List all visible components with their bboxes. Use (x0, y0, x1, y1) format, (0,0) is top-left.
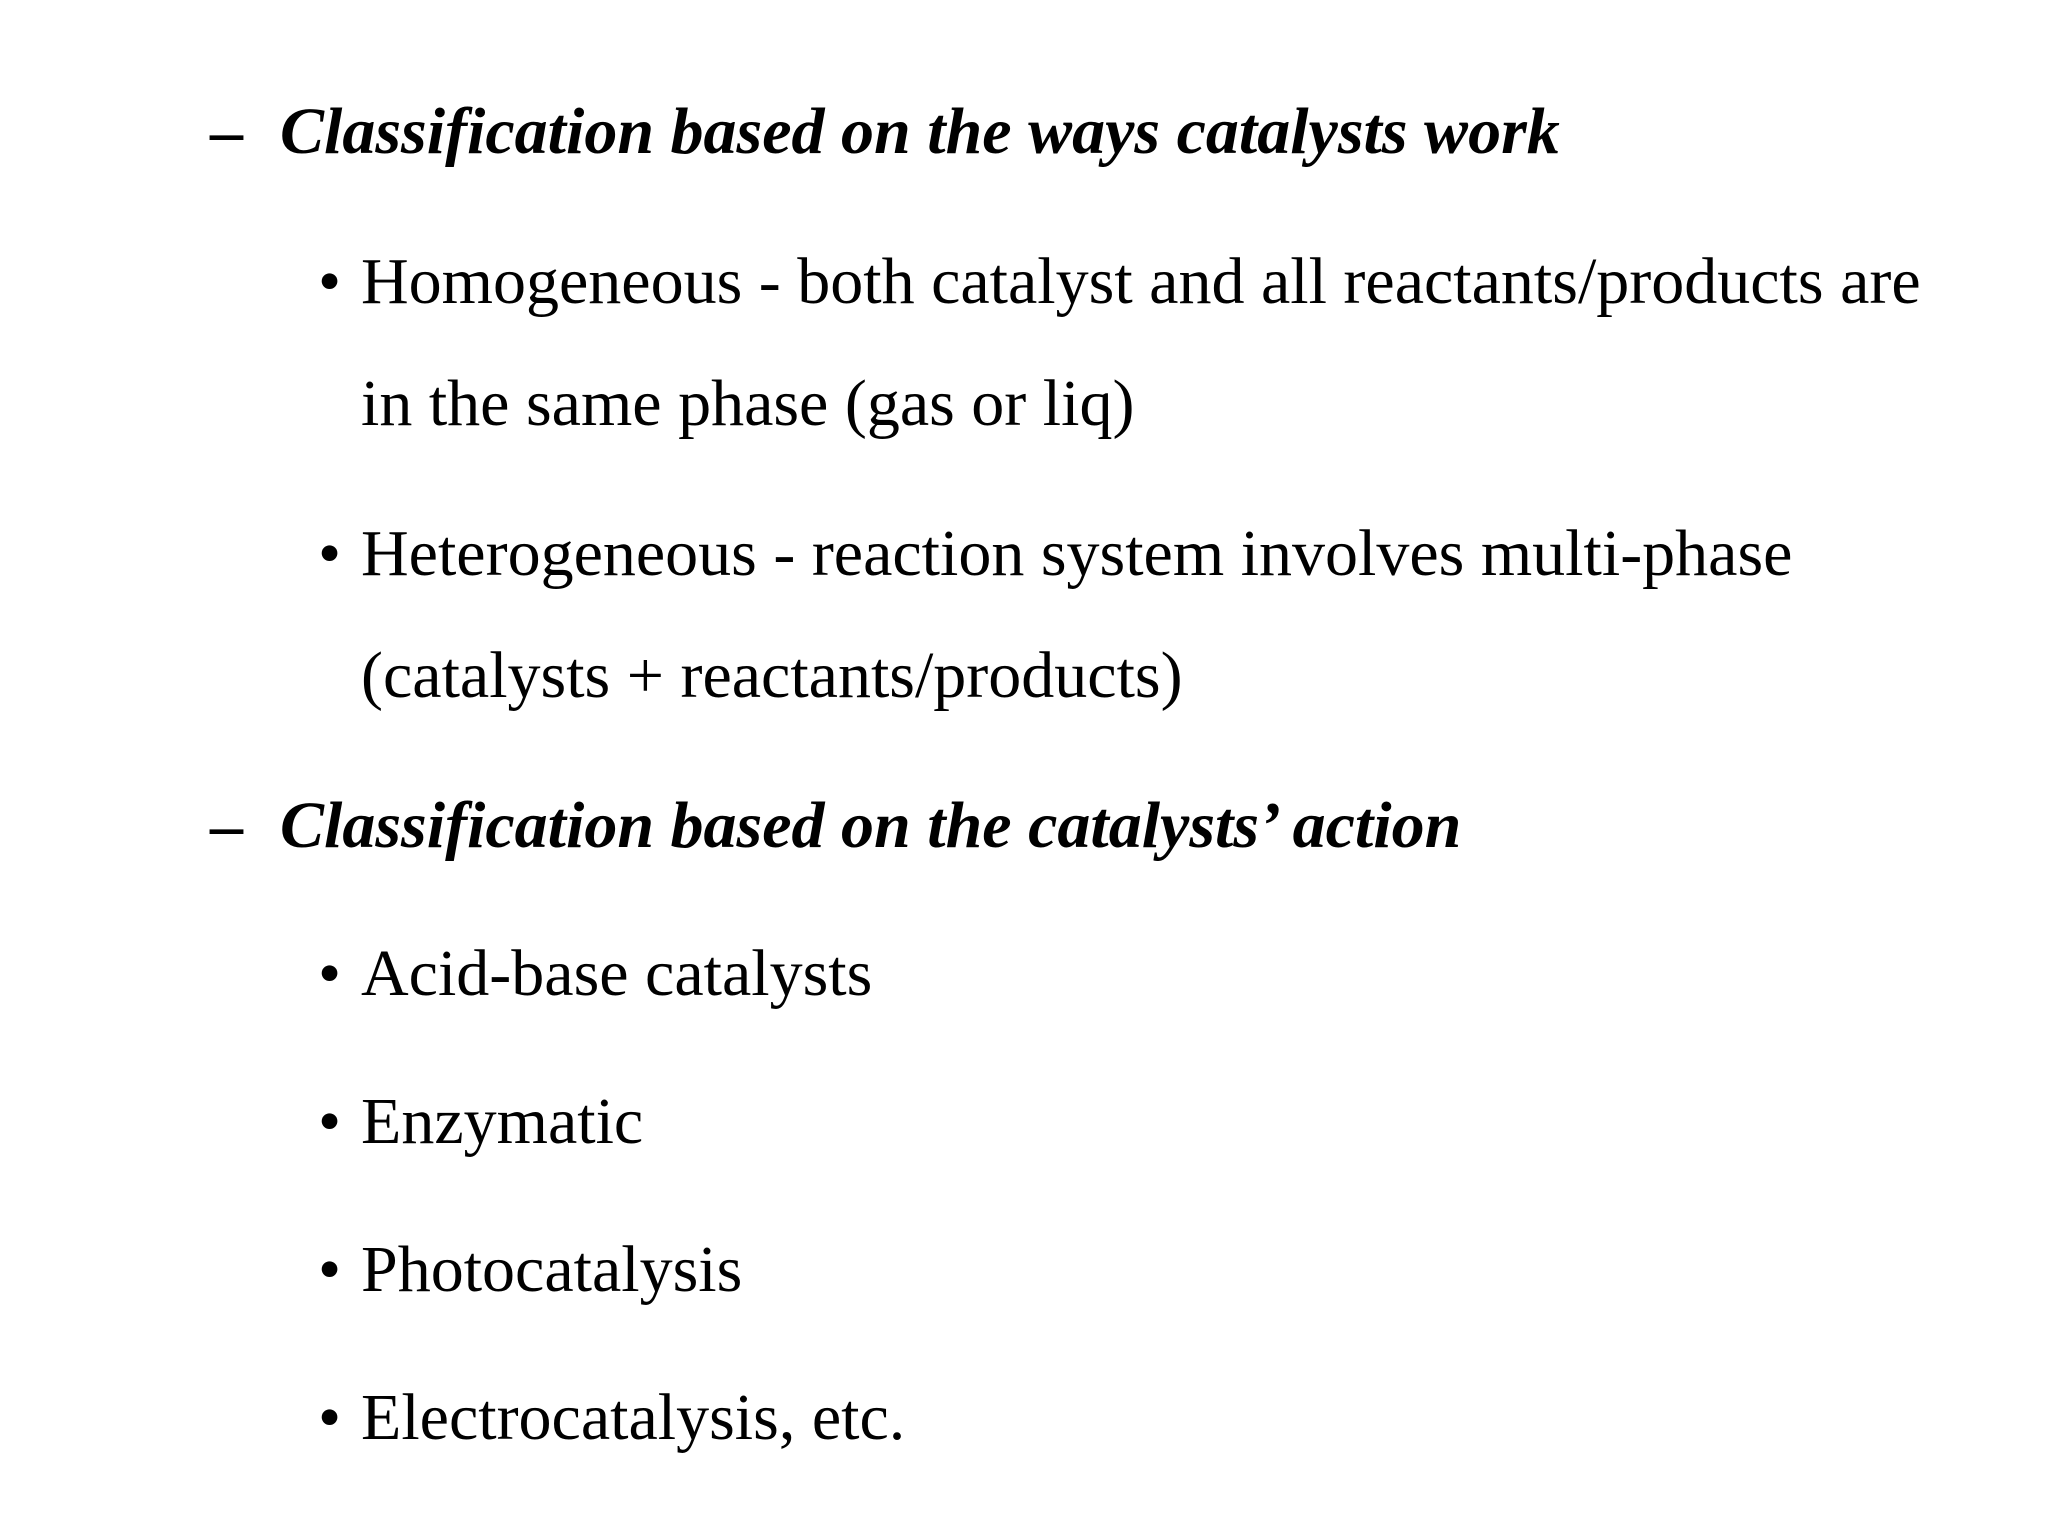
bullet-text-continuation: in the same phase (gas or liq) (361, 367, 1135, 440)
bullet-text: Photocatalysis (361, 1233, 743, 1306)
bullet-text: Homogeneous - both catalyst and all reactants/products are (361, 245, 1921, 318)
heading-text: Classification based on the catalysts’ action (280, 789, 1462, 862)
bullet-text: Electrocatalysis, etc. (361, 1381, 906, 1454)
bullet-text: Heterogeneous - reaction system involves multi-phase (361, 517, 1793, 590)
bullet-text-continuation: (catalysts + reactants/products) (361, 639, 1183, 712)
dash-marker: – (210, 95, 243, 168)
bullet-marker: • (318, 1085, 342, 1158)
bullet-marker: • (318, 937, 342, 1010)
bullet-marker: • (318, 245, 342, 318)
bullet-marker: • (318, 1233, 342, 1306)
bullet-text: Acid-base catalysts (361, 937, 873, 1010)
bullet-text: Enzymatic (361, 1085, 644, 1158)
bullet-marker: • (318, 1381, 342, 1454)
heading-text: Classification based on the ways catalysts work (280, 95, 1560, 168)
bullet-marker: • (318, 517, 342, 590)
dash-marker: – (210, 789, 243, 862)
